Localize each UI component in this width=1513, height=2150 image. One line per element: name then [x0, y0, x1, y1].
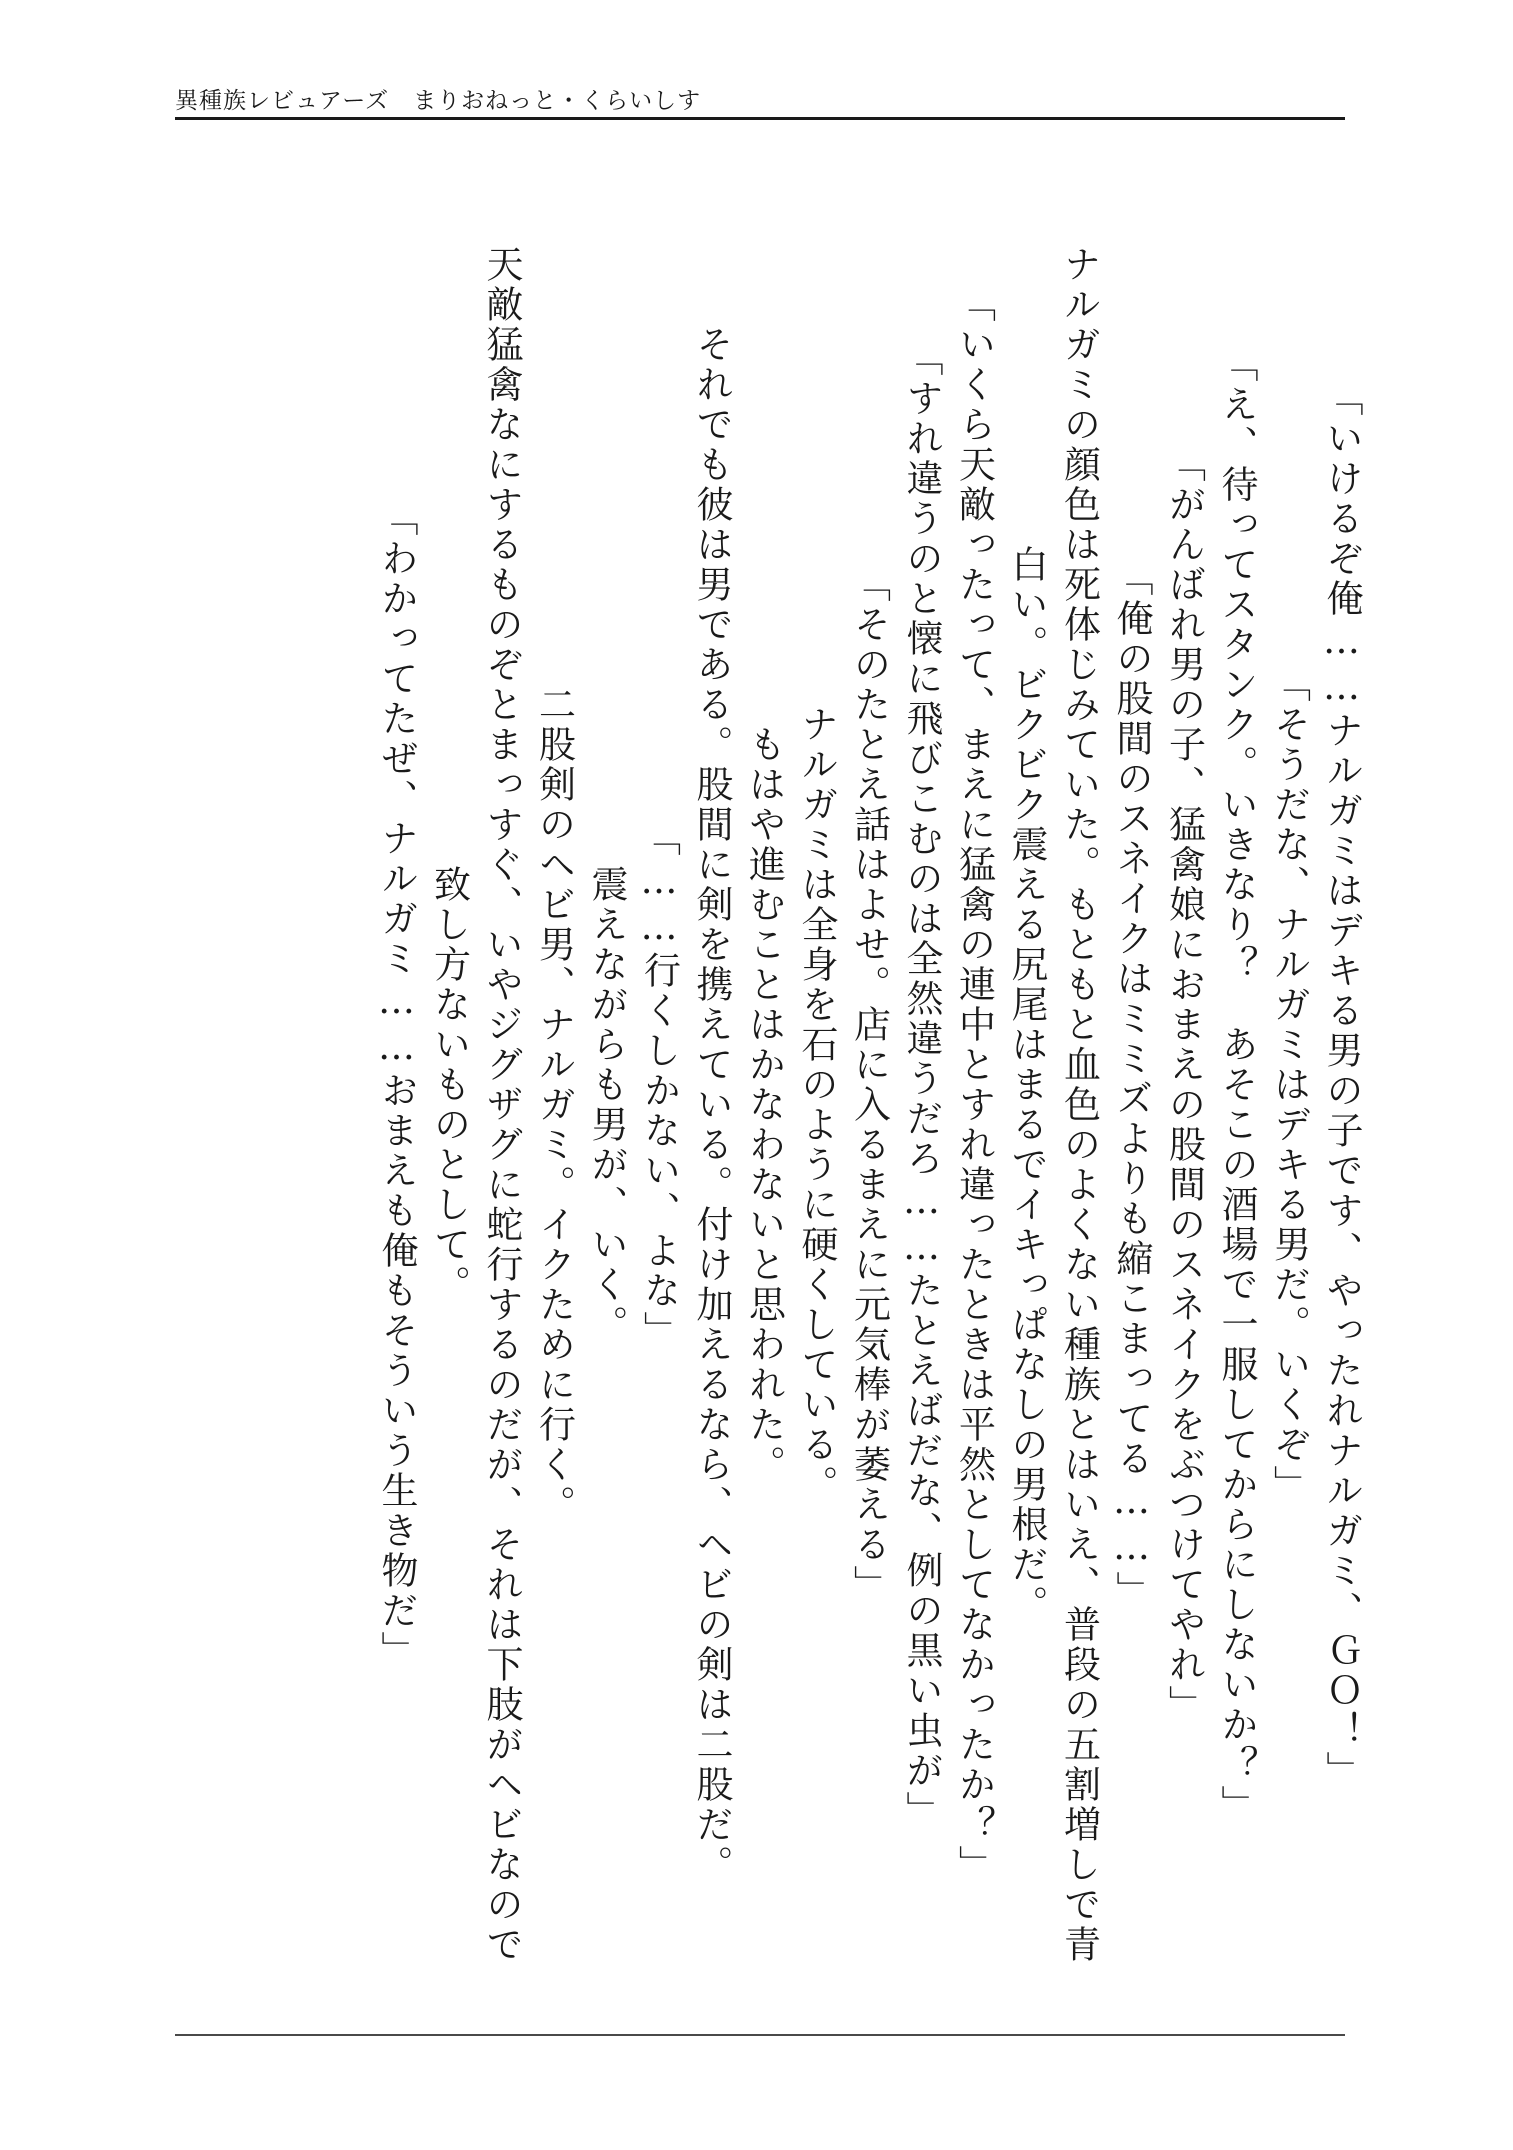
- text-line-content: 「すれ違うのと懐に飛びこむのは全然違うだろ……たとえばだな、例の黒い虫が」: [900, 339, 943, 1831]
- text-line-content: 「……行くしかない、よな」: [637, 819, 681, 1351]
- text-line: [940, 175, 996, 1995]
- text-line-content: 震えながらも男が、いく。: [585, 825, 628, 1345]
- text-line-content: 「いけるぞ俺……ナルガミはデキる男の子です、やったれナルガミ、ＧＯ！」: [1320, 379, 1363, 1791]
- text-line-content: 二股剣のヘビ男、ナルガミ。イクために行く。: [532, 645, 576, 1525]
- text-line: [520, 175, 576, 1995]
- text-line: [468, 175, 521, 1995]
- text-line-content: 「わかってたぜ、ナルガミ……おまえも俺もそういう生き物だ」: [375, 499, 418, 1671]
- text-line: [993, 175, 1046, 1995]
- header-divider: [175, 117, 1345, 120]
- text-line-content: もはや進むことはかなわないと思われた。: [742, 685, 786, 1485]
- book-title: 異種族レビュアーズ まりおねっと・くらいしす: [175, 88, 702, 114]
- text-line: [1150, 175, 1206, 1995]
- text-line: [1308, 175, 1361, 1995]
- text-line-content: 「がんばれ男の子、猛禽娘におまえの股間のスネイクをぶつけてやれ」: [1162, 445, 1206, 1725]
- text-line-content: 「いくら天敵ったって、まえに猛禽の連中とすれ違ったときは平然としてなかったか？」: [952, 285, 996, 1885]
- text-line: [888, 175, 941, 1995]
- text-line: [363, 175, 416, 1995]
- text-line-content: 致し方ないものとして。: [427, 865, 471, 1305]
- text-line-content: ナルガミは全身を石のように硬くしている。: [795, 665, 838, 1505]
- text-line: [1203, 175, 1256, 1995]
- running-header: [175, 82, 1345, 118]
- text-line-content: 天敵猛禽なにするものぞとまっすぐ、いやジグザグに蛇行するのだが、それは下肢がヘビなので: [480, 205, 523, 1965]
- text-line: [835, 175, 891, 1995]
- text-line: [625, 175, 681, 1995]
- footer-divider: [175, 2034, 1345, 2036]
- vertical-text-body: [160, 175, 1363, 2005]
- text-line-content: 「そうだな、ナルガミはデキる男だ。いくぞ」: [1267, 665, 1311, 1505]
- text-line-content: 「え、待ってスタンク。いきなり？ あそこの酒場で一服してからにしないか？」: [1215, 345, 1258, 1825]
- text-line: [1045, 175, 1101, 1995]
- text-line: [783, 175, 836, 1995]
- text-line: [1098, 175, 1151, 1995]
- text-line-content: ナルガミの顔色は死体じみていた。もともと血色のよくない種族とはいえ、普段の五割増しで青: [1057, 205, 1101, 1965]
- text-line-content: 「俺の股間のスネイクはミミズよりも縮こまってる……」: [1110, 559, 1153, 1611]
- text-line: [1255, 175, 1311, 1995]
- text-line-content: 白い。ビクビク震える尻尾はまるでイキっぱなしの男根だ。: [1005, 545, 1048, 1625]
- text-line-content: 「そのたとえ話はよせ。店に入るまえに元気棒が萎える」: [847, 565, 891, 1605]
- text-line: [573, 175, 626, 1995]
- text-line: [678, 175, 731, 1995]
- text-line: [415, 175, 471, 1995]
- text-line: [730, 175, 786, 1995]
- text-line-content: それでも彼は男である。股間に剣を携えている。付け加えるなら、ヘビの剣は二股だ。: [690, 285, 733, 1885]
